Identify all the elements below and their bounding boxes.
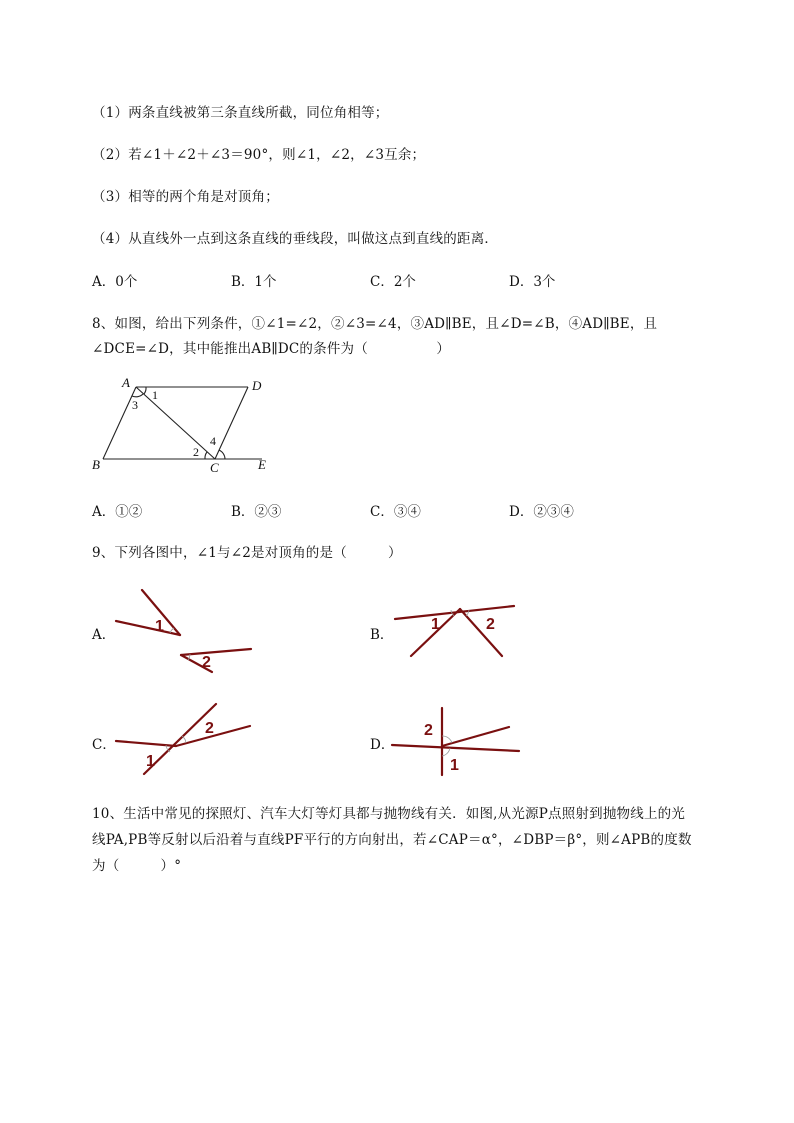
q7-option-b: B．1个: [231, 274, 277, 290]
q9-option-c-letter: C．: [92, 737, 116, 753]
statement-2: （2）若∠1＋∠2＋∠3＝90°，则∠1，∠2，∠3互余；: [92, 147, 426, 163]
q8-question-line1: 8、如图，给出下列条件，①∠1=∠2，②∠3=∠4，③AD∥BE，且∠D=∠B，④AD∥BE，且: [92, 316, 658, 332]
statement-3: （3）相等的两个角是对顶角；: [92, 189, 279, 205]
q8-label-c: C: [210, 460, 219, 475]
q9-c-angle-1: 1: [146, 753, 155, 770]
statement-4: （4）从直线外一点到这条直线的垂线段，叫做这点到直线的距离．: [92, 231, 499, 247]
q9-d-angle-1: 1: [450, 757, 459, 774]
q8-label-a: A: [122, 375, 130, 390]
q9-d-angle-2: 2: [424, 722, 433, 739]
q9-a-angle-1: 1: [155, 618, 164, 635]
q7-option-a: A．0个: [92, 274, 138, 290]
q10-question-line3: 为（ ）°: [92, 858, 182, 874]
q9-c-angle-2: 2: [205, 720, 214, 737]
q8-option-d: D．②③④: [509, 504, 574, 520]
q8-option-b: B．②③: [231, 504, 282, 520]
q9-option-a-letter: A．: [92, 627, 116, 643]
q9-question: 9、下列各图中，∠1与∠2是对顶角的是（ ）: [92, 545, 402, 561]
q9-b-angle-1: 1: [431, 616, 440, 633]
q8-option-a: A．①②: [92, 504, 143, 520]
q9-option-d-letter: D．: [370, 737, 395, 753]
q8-angle-3: 3: [132, 398, 138, 412]
q9-option-b-letter: B．: [370, 627, 394, 643]
q7-option-d: D．3个: [509, 274, 556, 290]
q10-question-line1: 10、生活中常见的探照灯、汽车大灯等灯具都与抛物线有关．如图,从光源P点照射到抛物线上的光: [92, 806, 686, 822]
statement-1: （1）两条直线被第三条直线所截，同位角相等；: [92, 105, 389, 121]
q10-question-line2: 线PA,PB等反射以后沿着与直线PF平行的方向射出，若∠CAP＝α°，∠DBP＝β°，则∠APB的度数: [92, 832, 692, 848]
q8-label-e: E: [258, 457, 266, 472]
q7-option-c: C．2个: [370, 274, 416, 290]
q8-angle-2: 2: [193, 445, 199, 459]
q8-label-d: D: [252, 378, 262, 393]
q9-b-angle-2: 2: [486, 616, 495, 633]
q8-question-line2: ∠DCE=∠D，其中能推出AB∥DC的条件为（ ）: [92, 341, 451, 357]
q8-option-c: C．③④: [370, 504, 421, 520]
q9-a-angle-2: 2: [202, 654, 211, 671]
q8-label-b: B: [92, 457, 100, 472]
q8-angle-1: 1: [152, 388, 158, 402]
q8-angle-4: 4: [210, 434, 216, 448]
